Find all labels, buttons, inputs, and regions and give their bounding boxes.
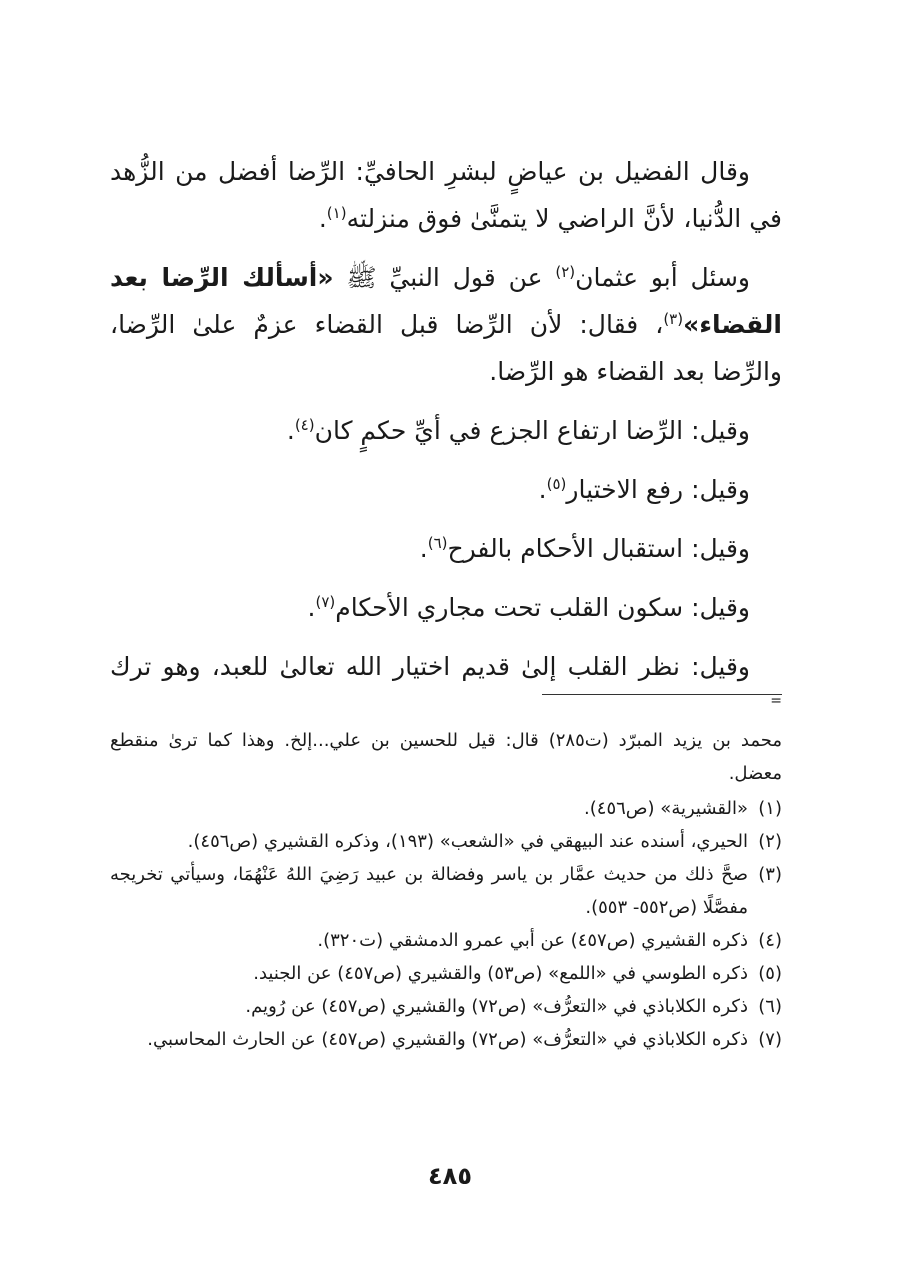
continuation-mark: = [770, 693, 782, 709]
footnote-ref-4[interactable]: (٤) [294, 416, 315, 434]
hadith-quote: «أسألك الرِّضا بعد القضاء» [110, 263, 782, 339]
paragraph-abu-uthman: وسئل أبو عثمان$^{(٢)}$ عن قول النبيِّ ﷺ «أسألك الرِّضا بعد القضاء»$^{(٣)}$، فقال: لأن الرِّضا قبل القضاء عزمٌ علىٰ الرِّضا، والرِّضا بعد القضاء هو الرِّضا. [110, 263, 782, 386]
footnote-number: (٧) [758, 1029, 782, 1050]
footnote-text: ذكره الكلاباذي في «التعرُّف» (ص٧٢) والقشيري (ص٤٥٧) عن الحارث المحاسبي. [147, 1029, 748, 1050]
footnotes [110, 724, 782, 1056]
saying-1: وقيل: الرِّضا ارتفاع الجزع في أيِّ حكمٍ كان$^{(٤)}$. [286, 416, 750, 445]
footnote-ref-2[interactable]: (٢) [555, 263, 576, 281]
footnote-separator-area [110, 694, 782, 724]
page-number: ٤٨٥ [428, 1162, 472, 1190]
footnote-number: (٥) [758, 963, 782, 984]
footnote-separator [542, 694, 782, 695]
footnote-text: ذكره الطوسي في «اللمع» (ص٥٣) والقشيري (ص٤٥٧) عن الجنيد. [253, 963, 748, 984]
footnote-number: (٤) [758, 930, 782, 951]
footnote-number: (٣) [758, 864, 782, 885]
footnote-3 [110, 858, 782, 924]
footnote-continuation: محمد بن يزيد المبرّد (ت٢٨٥) قال: قيل للحسين بن علي...إلخ. وهذا كما ترىٰ منقطع معضل. [110, 730, 782, 784]
footnote-text: صحَّ ذلك من حديث عمَّار بن ياسر وفضالة بن عبيد رَضِيَ اللهُ عَنْهُمَا، وسيأتي تخريجه مفصَّلًا (ص٥٥٢- ٥٥٣). [110, 864, 748, 918]
footnote-6 [110, 990, 782, 1023]
main-text [110, 148, 782, 690]
saying-3: وقيل: استقبال الأحكام بالفرح$^{(٦)}$. [419, 534, 750, 563]
saying-2: وقيل: رفع الاختيار$^{(٥)}$. [538, 475, 750, 504]
footnote-ref-5[interactable]: (٥) [546, 475, 567, 493]
footnote-text: «القشيرية» (ص٤٥٦). [584, 798, 748, 819]
footnote-text: ذكره الكلاباذي في «التعرُّف» (ص٧٢) والقشيري (ص٤٥٧) عن رُويم. [245, 996, 748, 1017]
footnote-ref-3[interactable]: (٣) [663, 310, 684, 328]
footnote-text: الحيري، أسنده عند البيهقي في «الشعب» (١٩٣)، وذكره القشيري (ص٤٥٦). [187, 831, 748, 852]
footnote-1 [110, 792, 782, 825]
footnote-text: ذكره القشيري (ص٤٥٧) عن أبي عمرو الدمشقي (ت٣٢٠). [317, 930, 748, 951]
footnote-ref-7[interactable]: (٧) [315, 593, 336, 611]
footnote-number: (٦) [758, 996, 782, 1017]
footnote-7 [110, 1023, 782, 1056]
page-body [110, 148, 782, 1056]
footnote-number: (١) [758, 798, 782, 819]
saying-4: وقيل: سكون القلب تحت مجاري الأحكام$^{(٧)}$. [307, 593, 750, 622]
paragraph-fudayl: وقال الفضيل بن عياضٍ لبشرِ الحافيِّ: الرِّضا أفضل من الزُّهد في الدُّنيا، لأنَّ الراضي لا يتمنَّىٰ فوق منزلته$^{(١)}$. [110, 157, 782, 233]
saying-5-line: وقيل: نظر القلب إلىٰ قديم اختيار الله تعالىٰ للعبد، وهو ترك [110, 652, 750, 681]
footnote-5 [110, 957, 782, 990]
footnote-ref-1[interactable]: (١) [326, 204, 347, 222]
footnote-2 [110, 825, 782, 858]
footnote-4 [110, 924, 782, 957]
footnote-ref-6[interactable]: (٦) [427, 534, 448, 552]
footnote-number: (٢) [758, 831, 782, 852]
